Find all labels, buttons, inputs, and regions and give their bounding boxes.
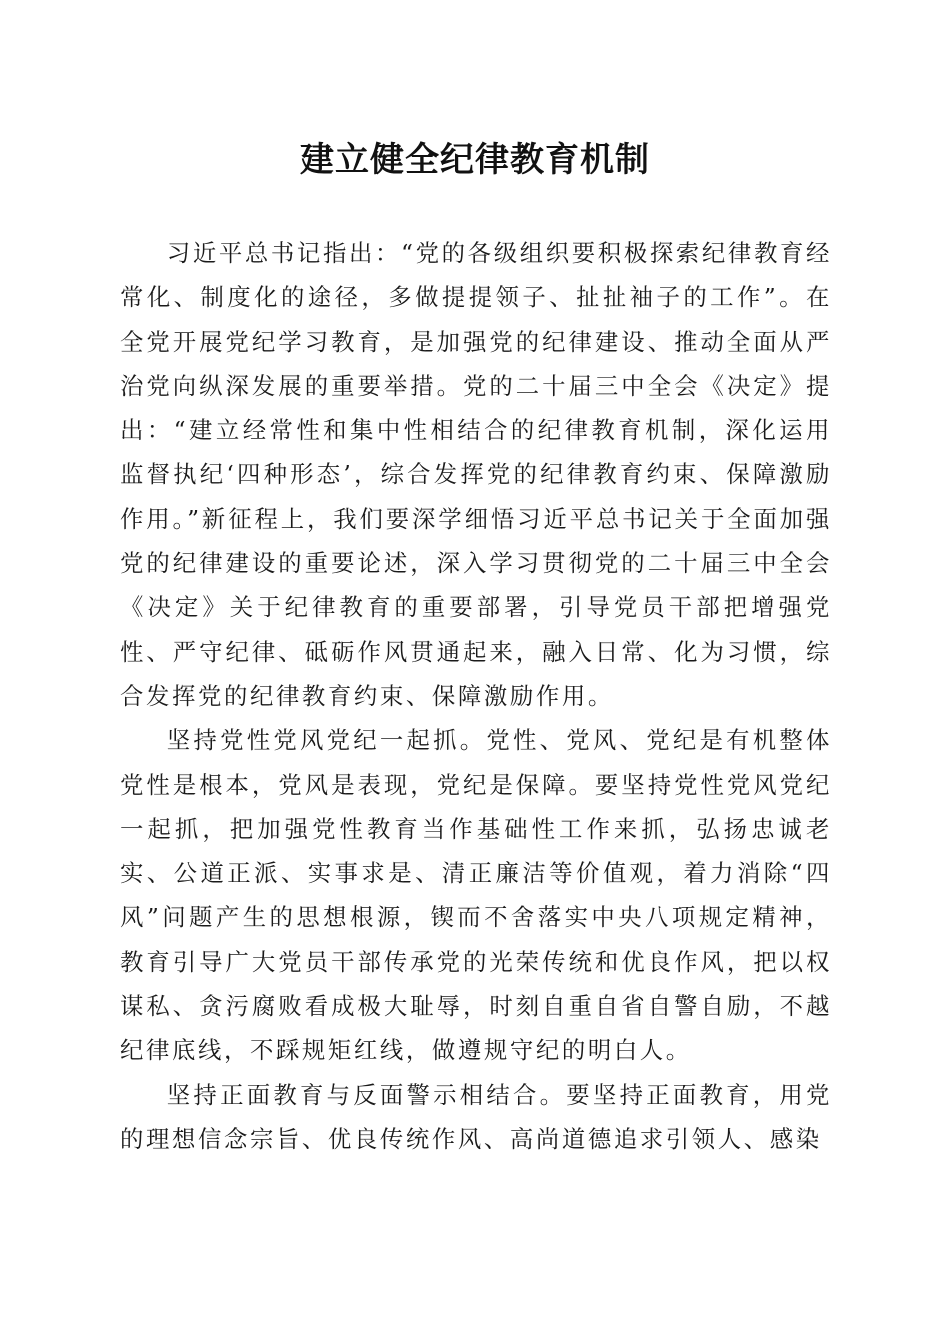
document-body <box>120 231 832 1161</box>
document-title: 建立健全纪律教育机制 <box>300 140 650 180</box>
paragraph: 习近平总书记指出：“党的各级组织要积极探索纪律教育经常化、制度化的途径，多做提提领子、扯扯袖子的工作”。在全党开展党纪学习教育，是加强党的纪律建设、推动全面从严治党向纵深发展的重要举措。党的二十届三中全会《决定》提出：“建立经常性和集中性相结合的纪律教育机制，深化运用监督执纪‘四种形态’，综合发挥党的纪律教育约束、保障激励作用。”新征程上，我们要深学细悟习近平总书记关于全面加强党的纪律建设的重要论述，深入学习贯彻党的二十届三中全会《决定》关于纪律教育的重要部署，引导党员干部把增强党性、严守纪律、砥砺作风贯通起来，融入日常、化为习惯，综合发挥党的纪律教育约束、保障激励作用。 <box>120 239 832 710</box>
paragraph: 坚持党性党风党纪一起抓。党性、党风、党纪是有机整体党性是根本，党风是表现，党纪是保障。要坚持党性党风党纪一起抓，把加强党性教育当作基础性工作来抓，弘扬忠诚老实、公道正派、实事求是、清正廉洁等价值观，着力消除“四风”问题产生的思想根源，锲而不舍落实中央八项规定精神，教育引导广大党员干部传承党的光荣传统和优良作风，把以权谋私、贪污腐败看成极大耻辱，时刻自重自省自警自励，不越纪律底线，不踩规矩红线，做遵规守纪的明白人。 <box>120 726 832 1065</box>
paragraph: 坚持正面教育与反面警示相结合。要坚持正面教育，用党的理想信念宗旨、优良传统作风、高尚道德追求引领人、感染 <box>120 1080 832 1153</box>
